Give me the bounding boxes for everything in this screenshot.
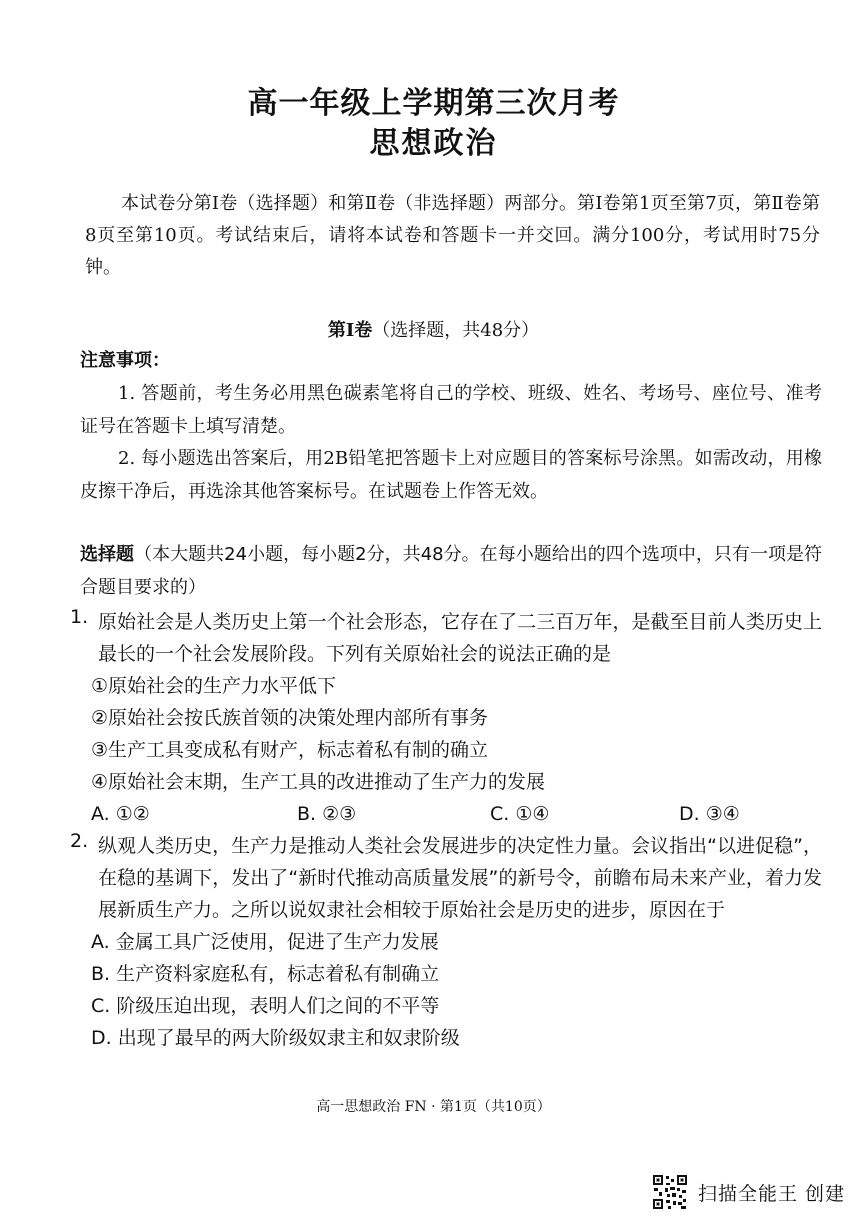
option-b: B. ②③ (297, 803, 357, 825)
question-2 (70, 830, 822, 1054)
option-c: C. ①④ (490, 803, 550, 825)
choice-section-intro (80, 538, 822, 604)
statement-1: ①原始社会的生产力水平低下 (91, 675, 337, 697)
option-d: D. 出现了最早的两大阶级奴隶主和奴隶阶级 (91, 1027, 460, 1049)
option-a: A. ①② (91, 803, 150, 825)
statement-3: ③生产工具变成私有财产，标志着私有制的确立 (91, 739, 489, 761)
option-d: D. ③④ (679, 803, 740, 825)
section-label: 第Ⅰ卷 (327, 320, 373, 341)
notice-item-2: 2. 每小题选出答案后，用2B铅笔把答题卡上对应题目的答案标号涂黑。如需改动，用橡皮擦干净后，再选涂其他答案标号。在试题卷上作答无效。 (80, 448, 822, 502)
statement-2: ②原始社会按氏族首领的决策处理内部所有事务 (91, 707, 489, 729)
question-stem: 纵观人类历史，生产力是推动人类社会发展进步的决定性力量。会议指出“以进促稳”，在稳的基调下，发出了“新时代推动高质量发展”的新号令，前瞻布局未来产业，着力发展新质生产力。之所以说奴隶社会相较于原始社会是历史的进步，原因在于 (98, 835, 822, 921)
choice-desc: （本大题共24小题，每小题2分，共48分。在每小题给出的四个选项中，只有一项是符合题目要求的） (80, 544, 822, 598)
statement-4: ④原始社会末期，生产工具的改进推动了生产力的发展 (91, 771, 546, 793)
question-1 (70, 606, 822, 830)
exam-title: 高一年级上学期第三次月考 (247, 86, 620, 121)
section-desc: （选择题，共48分） (372, 320, 540, 341)
question-number: 1. (70, 606, 89, 628)
question-number: 2. (70, 830, 89, 852)
section-heading (0, 316, 867, 342)
exam-subject: 思想政治 (369, 126, 498, 161)
page-footer: 高一思想政治 FN · 第1页（共10页） (316, 1099, 551, 1115)
scanner-label: 扫描全能王 创建 (698, 1182, 846, 1205)
exam-intro: 本试卷分第Ⅰ卷（选择题）和第Ⅱ卷（非选择题）两部分。第Ⅰ卷第1页至第7页，第Ⅱ卷第8页至第10页。考试结束后，请将本试卷和答题卡一并交回。满分100分，考试用时75分钟。 (85, 193, 820, 278)
choice-label: 选择题 (80, 544, 135, 565)
option-b: B. 生产资料家庭私有，标志着私有制确立 (91, 963, 440, 985)
notice-item-1: 1. 答题前，考生务必用黑色碳素笔将自己的学校、班级、姓名、考场号、座位号、准考证号在答题卡上填写清楚。 (80, 383, 822, 437)
question-stem: 原始社会是人类历史上第一个社会形态，它存在了二三百万年，是截至目前人类历史上最长的一个社会发展阶段。下列有关原始社会的说法正确的是 (98, 611, 822, 665)
notice-title: 注意事项： (80, 350, 170, 371)
options-row (91, 798, 822, 830)
qr-code-icon (652, 1174, 688, 1210)
scanner-watermark (652, 1172, 845, 1212)
option-a: A. 金属工具广泛使用，促进了生产力发展 (91, 931, 439, 953)
option-c: C. 阶级压迫出现，表明人们之间的不平等 (91, 995, 440, 1017)
